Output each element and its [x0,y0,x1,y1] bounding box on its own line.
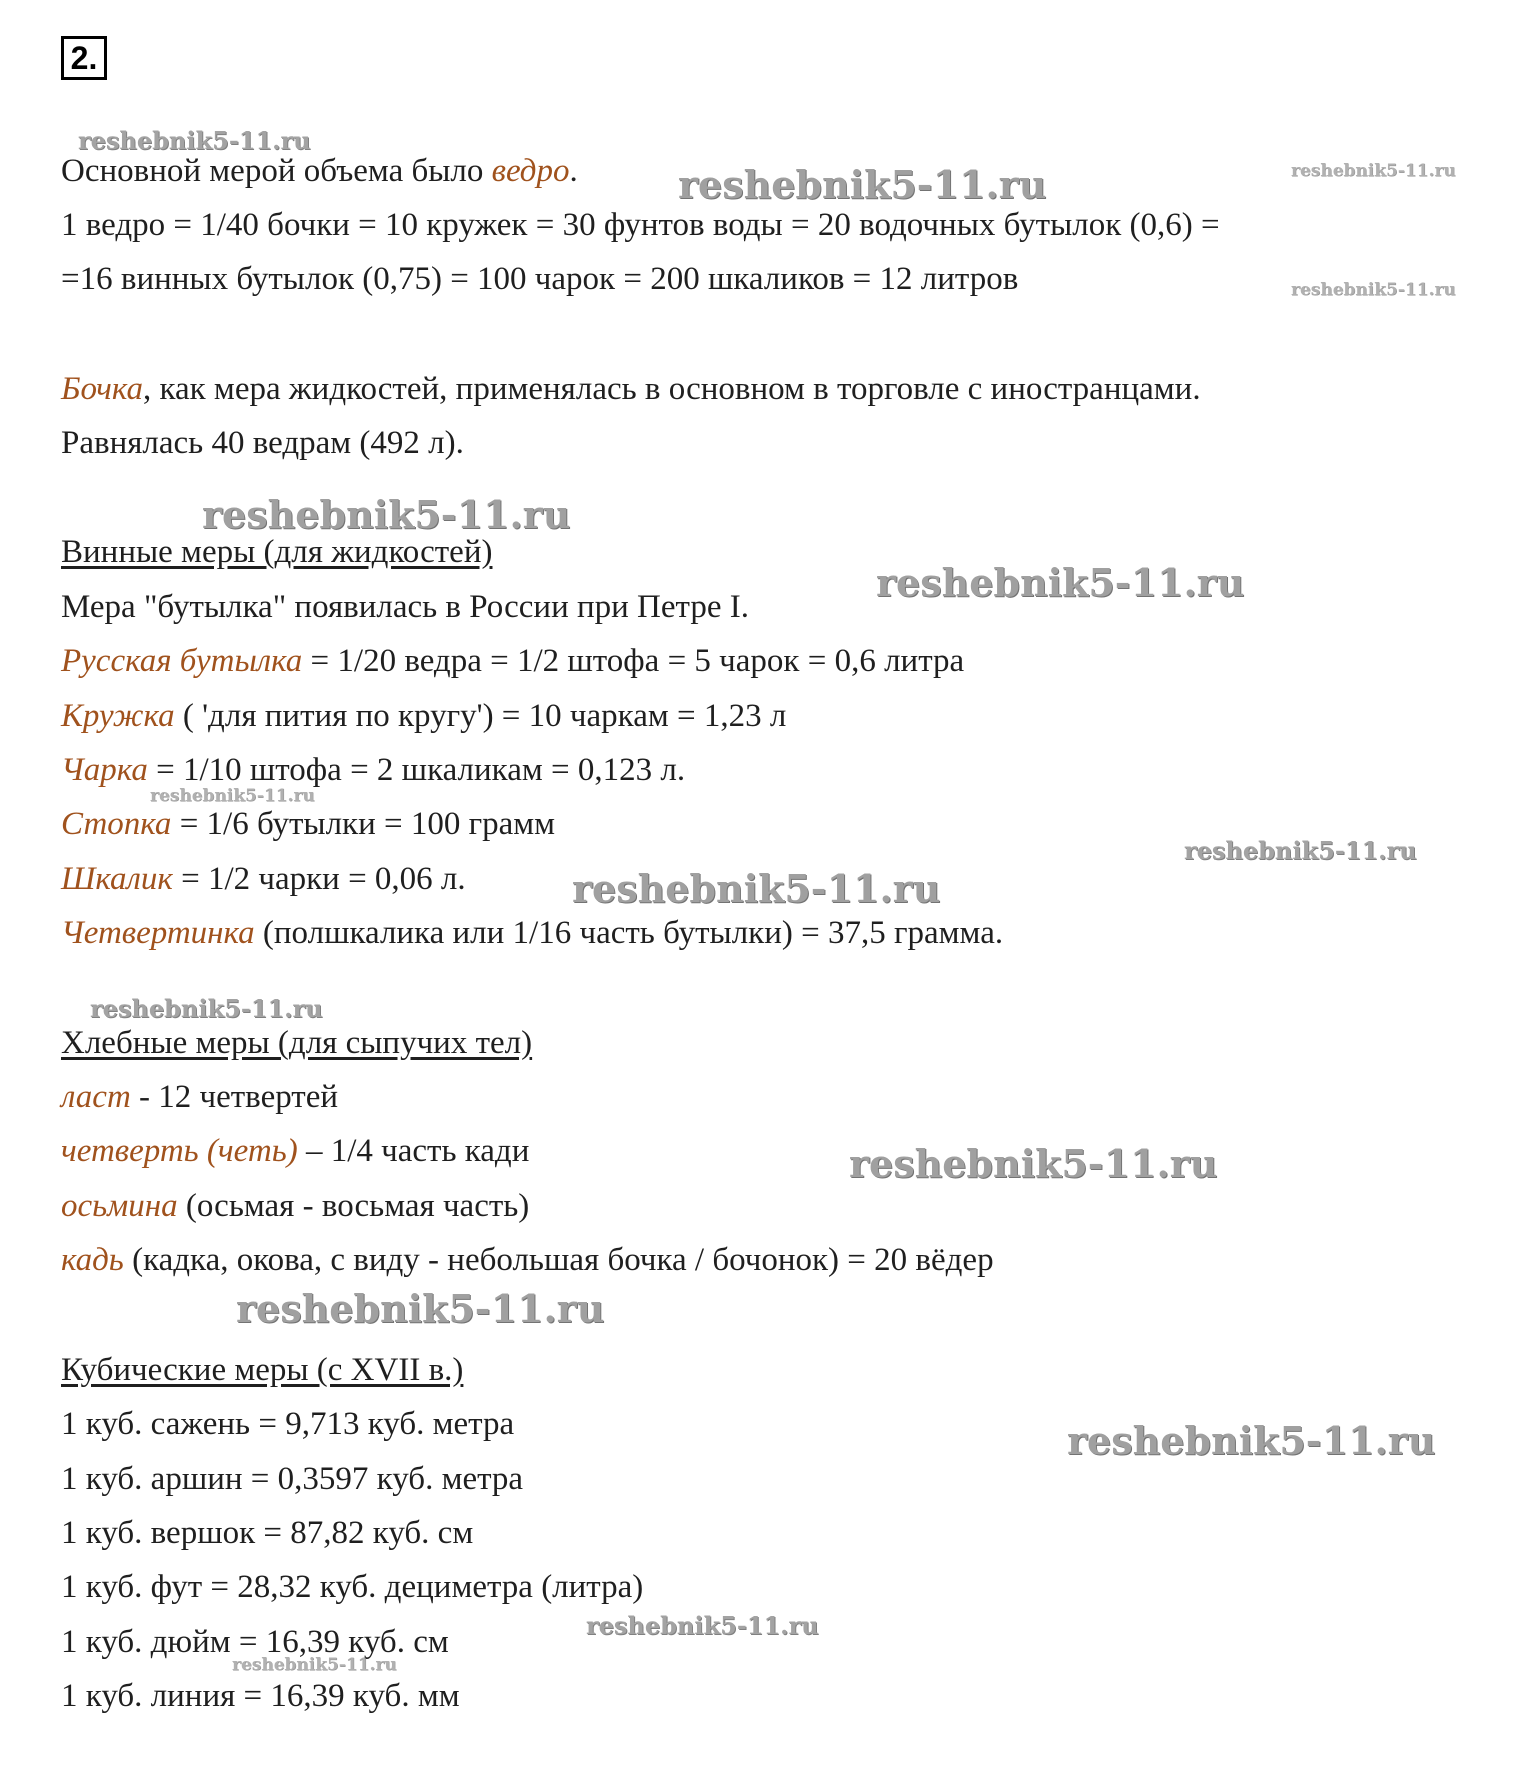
list-item [61,913,1003,953]
barrel-term: Бочка [61,371,143,407]
watermark: reshebnik5-11.ru [1291,280,1456,300]
watermark: reshebnik5-11.ru [78,126,311,155]
item-text: – 1/4 часть кади [297,1133,530,1169]
equation-line-2: =16 винных бутылок (0,75) = 100 чарок = 200 шкаликов = 12 литров [61,261,1019,297]
item-term: Чарка [61,752,148,788]
list-item [61,1186,529,1226]
item-term: Четвертинка [61,915,255,951]
list-item: 1 куб. фут = 28,32 куб. дециметра (литра) [61,1569,644,1605]
list-item: 1 куб. линия = 16,39 куб. мм [61,1678,460,1714]
watermark: reshebnik5-11.ru [150,786,315,806]
item-text: = 1/10 штофа = 2 шкаликам = 0,123 л. [147,752,686,788]
watermark: reshebnik5-11.ru [1184,836,1417,865]
item-text: ( 'для пития по кругу') = 10 чаркам = 1,23 л [174,698,787,734]
item-term: Русская бутылка [61,643,303,679]
item-text: = 1/2 чарки = 0,06 л. [172,861,466,897]
equation-line-1: 1 ведро = 1/40 бочки = 10 кружек = 30 фунтов воды = 20 водочных бутылок (0,6) = [61,207,1220,243]
item-term: Кружка [61,698,175,734]
item-text: - 12 четвертей [130,1079,339,1115]
item-term: четверть (четь) [61,1133,298,1169]
list-item: 1 куб. вершок = 87,82 куб. см [61,1515,474,1551]
list-item [61,1077,338,1117]
barrel-line [61,369,1201,409]
list-item [61,750,685,790]
list-item: 1 куб. аршин = 0,3597 куб. метра [61,1461,524,1497]
item-text: (осьмая - восьмая часть) [177,1188,530,1224]
watermark: reshebnik5-11.ru [1067,1418,1436,1463]
barrel-text: , как мера жидкостей, применялась в основном в торговле с иностранцами. [142,371,1201,407]
watermark: reshebnik5-11.ru [232,1655,397,1675]
item-term: ласт [61,1079,131,1115]
item-term: Стопка [61,806,172,842]
watermark: reshebnik5-11.ru [572,866,941,911]
barrel-line-2: Равнялась 40 ведрам (492 л). [61,425,464,461]
watermark: reshebnik5-11.ru [202,492,571,537]
list-item [61,1240,994,1280]
list-item [61,696,786,736]
watermark: reshebnik5-11.ru [678,162,1047,207]
wine-section-heading: Винные меры (для жидкостей) [61,534,493,570]
intro-period: . [569,153,578,189]
item-text: = 1/20 ведра = 1/2 штофа = 5 чарок = 0,6 литра [302,643,965,679]
list-item: 1 куб. дюйм = 16,39 куб. см [61,1624,449,1660]
watermark: reshebnik5-11.ru [586,1611,819,1640]
item-term: кадь [61,1242,124,1278]
task-number: 2. [61,36,107,80]
watermark: reshebnik5-11.ru [876,560,1245,605]
watermark: reshebnik5-11.ru [236,1286,605,1331]
list-item [61,859,466,899]
watermark: reshebnik5-11.ru [90,994,323,1023]
list-item [61,804,555,844]
grain-section-heading: Хлебные меры (для сыпучих тел) [61,1025,533,1061]
list-item: 1 куб. сажень = 9,713 куб. метра [61,1406,515,1442]
watermark: reshebnik5-11.ru [1291,161,1456,181]
wine-section-intro: Мера "бутылка" появилась в России при Петре I. [61,589,749,625]
watermark: reshebnik5-11.ru [849,1141,1218,1186]
item-term: Шкалик [61,861,173,897]
intro-text: Основной мерой объема было [61,153,492,189]
item-text: (кадка, окова, с виду - небольшая бочка / бочонок) = 20 вёдер [123,1242,994,1278]
item-term: осьмина [61,1188,178,1224]
item-text: = 1/6 бутылки = 100 грамм [171,806,556,842]
list-item [61,641,964,681]
list-item [61,1131,529,1171]
item-text: (полшкалика или 1/16 часть бутылки) = 37,5 грамма. [254,915,1004,951]
intro-term: ведро [491,153,570,189]
intro-line [61,151,578,191]
cubic-section-heading: Кубические меры (с XVII в.) [61,1352,464,1388]
